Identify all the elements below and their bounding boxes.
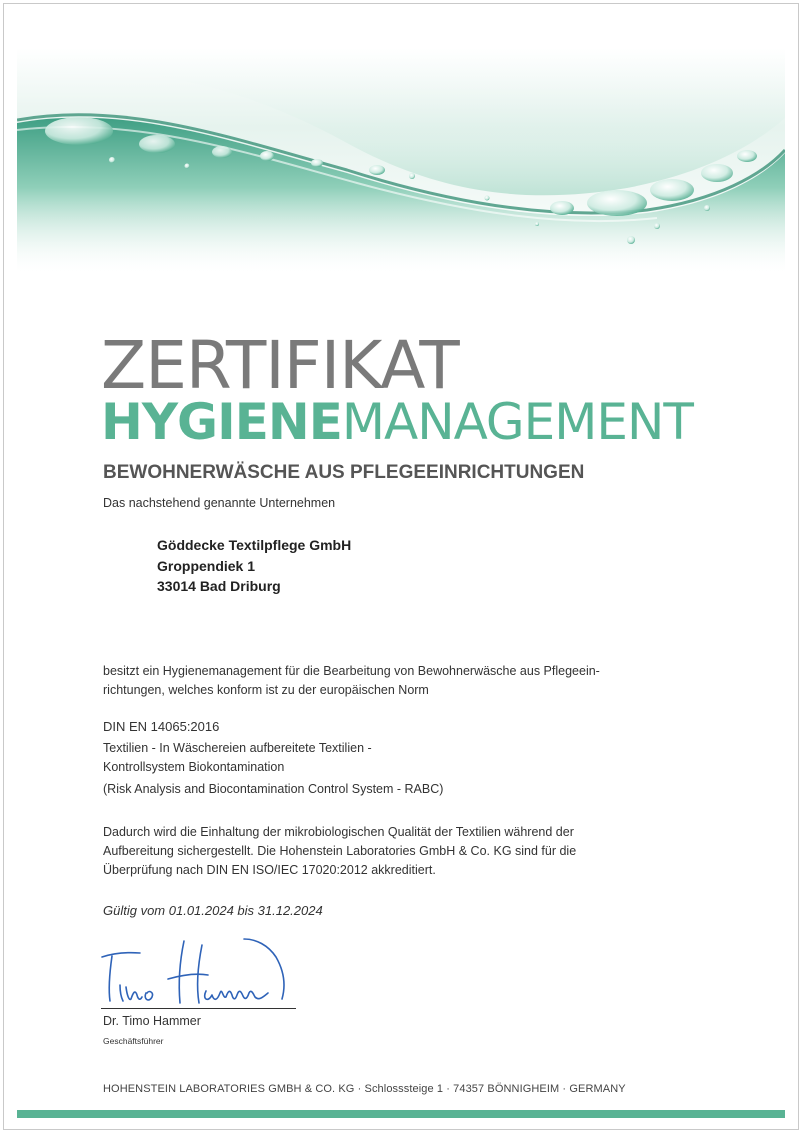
certificate-subtitle <box>101 392 693 452</box>
water-wave-illustration <box>17 48 785 273</box>
signatory-role: Geschäftsführer <box>103 1036 164 1046</box>
intro-text: Das nachstehend genannte Unternehmen <box>103 496 336 510</box>
subtitle-regular-part: MANAGEMENT <box>341 393 693 451</box>
certificate-subject: BEWOHNERWÄSCHE AUS PFLEGEEINRICHTUNGEN <box>103 462 585 483</box>
signatory-name: Dr. Timo Hammer <box>103 1014 201 1028</box>
footer-accent-bar <box>17 1110 785 1118</box>
certificate-title: ZERTIFIKAT <box>101 327 459 404</box>
norm-title-1: Textilien - In Wäschereien aufbereitete Textilien - <box>103 741 372 755</box>
subtitle-bold-part: HYGIENE <box>101 393 342 451</box>
statement-line-1: besitzt ein Hygienemanagement für die Bearbeitung von Bewohnerwäsche aus Pflegeein- <box>103 664 600 678</box>
validity-period: Gültig vom 01.01.2024 bis 31.12.2024 <box>103 903 323 918</box>
norm-english-title: (Risk Analysis and Biocontamination Control System - RABC) <box>103 782 444 796</box>
norm-title-2: Kontrollsystem Biokontamination <box>103 760 285 774</box>
statement-line-2: richtungen, welches konform ist zu der europäischen Norm <box>103 683 429 697</box>
company-address <box>157 535 351 597</box>
company-city: 33014 Bad Driburg <box>157 578 281 594</box>
norm-code: DIN EN 14065:2016 <box>103 719 220 734</box>
assurance-line-2: Aufbereitung sichergestellt. Die Hohenstein Laboratories GmbH & Co. KG sind für die <box>103 844 577 858</box>
signature-line <box>101 1008 296 1009</box>
company-street: Groppendiek 1 <box>157 557 256 574</box>
handwritten-signature <box>96 935 301 1010</box>
assurance-line-1: Dadurch wird die Einhaltung der mikrobiologischen Qualität der Textilien während der <box>103 825 574 839</box>
assurance-line-3: Überprüfung nach DIN EN ISO/IEC 17020:2012 akkreditiert. <box>103 863 436 877</box>
company-name: Göddecke Textilpflege GmbH <box>157 537 352 553</box>
issuer-footer: HOHENSTEIN LABORATORIES GMBH & CO. KG · Schlosssteige 1 · 74357 BÖNNIGHEIM · GERMANY <box>103 1083 626 1095</box>
